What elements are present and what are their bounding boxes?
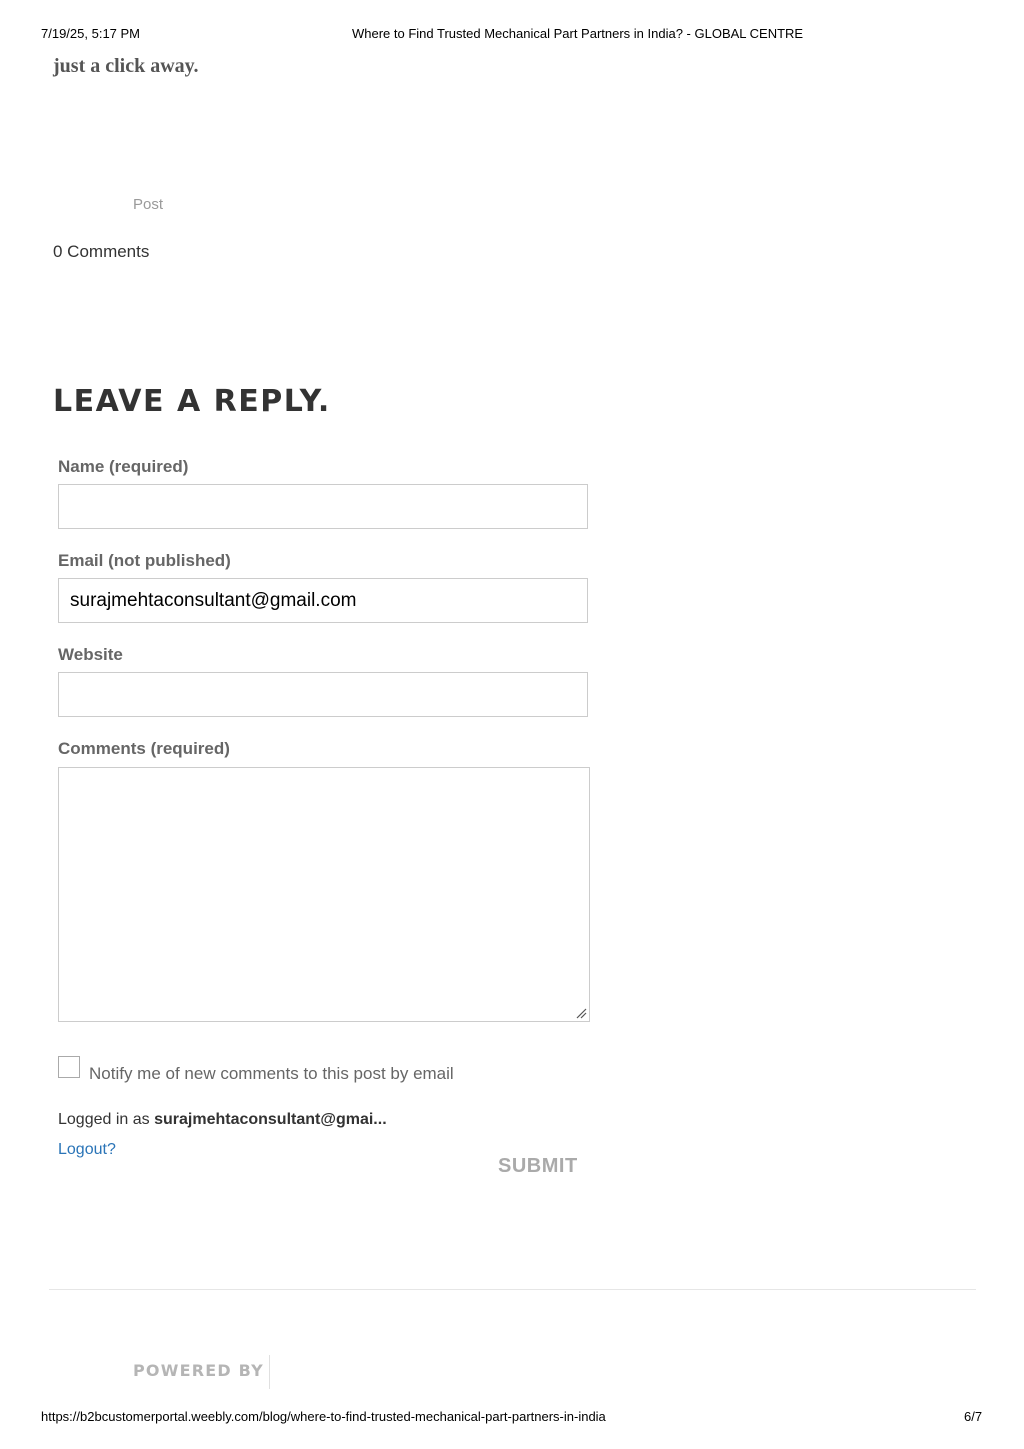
article-lead-text: just a click away. [53, 55, 199, 77]
powered-by-divider [269, 1355, 270, 1389]
logged-in-prefix: Logged in as [58, 1111, 150, 1128]
print-page-number: 6/7 [964, 1409, 983, 1424]
email-input[interactable] [58, 578, 588, 623]
name-input[interactable] [58, 484, 588, 529]
print-header [0, 26, 1024, 42]
comments-label: Comments (required) [58, 739, 230, 758]
powered-by-label: POWERED BY [133, 1361, 264, 1380]
logout-link[interactable]: Logout? [58, 1141, 116, 1158]
post-link[interactable]: Post [133, 196, 164, 213]
name-label: Name (required) [58, 457, 189, 476]
notify-label: Notify me of new comments to this post by email [89, 1064, 454, 1083]
comments-count: 0 Comments [53, 242, 150, 261]
website-input[interactable] [58, 672, 588, 717]
logged-in-status [58, 1111, 387, 1129]
footer-divider [49, 1289, 976, 1290]
resize-handle-icon[interactable] [575, 1007, 587, 1019]
print-footer-url: https://b2bcustomerportal.weebly.com/blog/where-to-find-trusted-mechanical-part-partners-in-india [41, 1409, 606, 1424]
email-label: Email (not published) [58, 551, 231, 570]
notify-checkbox[interactable] [58, 1056, 80, 1078]
logged-in-user: surajmehtaconsultant@gmai... [154, 1111, 387, 1128]
print-datetime: 7/19/25, 5:17 PM [41, 26, 141, 41]
submit-button[interactable]: SUBMIT [498, 1155, 578, 1177]
print-page-title: Where to Find Trusted Mechanical Part Partners in India? - GLOBAL CENTRE [352, 26, 804, 41]
leave-reply-heading: LEAVE A REPLY. [53, 384, 331, 419]
comments-textarea[interactable] [58, 767, 590, 1022]
website-label: Website [58, 645, 123, 664]
